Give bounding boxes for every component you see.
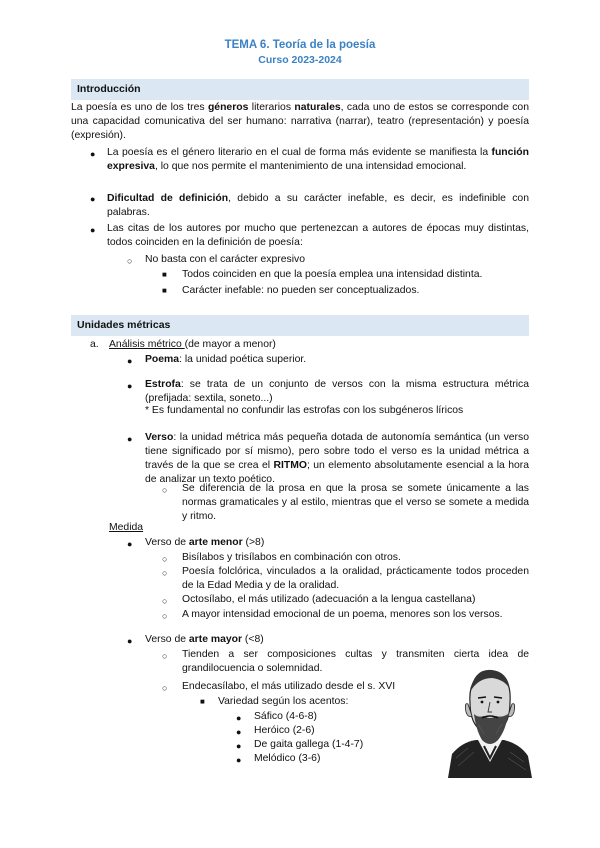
- text: La poesía es uno de los tres: [71, 102, 208, 113]
- bullet-disc: ●: [90, 149, 96, 159]
- intro-sub-1: No basta con el carácter expresivo: [145, 254, 305, 265]
- bullet-disc: ●: [236, 741, 242, 751]
- text: (>8): [242, 537, 265, 548]
- bold-text: naturales: [294, 102, 341, 113]
- bullet-disc: ●: [127, 381, 133, 391]
- course-label: Curso 2023-2024: [258, 54, 342, 66]
- bold-text: géneros: [207, 102, 249, 113]
- bullet-circle: ○: [162, 683, 168, 693]
- arte-mayor-item: [145, 633, 529, 647]
- bold-text: RITMO: [273, 460, 307, 472]
- author-portrait-illustration: [448, 662, 532, 778]
- medida-label: Medida: [109, 522, 144, 533]
- intro-bullet-2: [107, 192, 529, 220]
- bullet-circle: ○: [162, 568, 168, 578]
- bold-text: Poema: [145, 354, 180, 365]
- section-heading-introduccion: Introducción: [71, 79, 529, 100]
- text: Verso de: [145, 634, 189, 645]
- acento-gaita-gallega: De gaita gallega (1-4-7): [254, 739, 364, 750]
- bullet-circle: ○: [162, 485, 168, 495]
- menor-item-1: Bisílabos y trisílabos en combinación con otros.: [182, 552, 401, 563]
- intro-sub-1b: Carácter inefable: no pueden ser conceptualizados.: [182, 285, 420, 296]
- bullet-disc: ●: [90, 225, 96, 235]
- text: : la unidad métrica más pequeña dotada de autonomía semántica (un verso tiene significado por sí mismo), pero sobre todo el verso es la unidad métrica a través de la que se crea el: [145, 432, 529, 472]
- bullet-disc: ●: [127, 539, 133, 549]
- bullet-circle: ○: [162, 596, 168, 606]
- poema-item: [145, 353, 529, 367]
- list-marker-a: a.: [90, 339, 99, 350]
- text: (de mayor a menor): [184, 339, 276, 350]
- text: (<8): [242, 634, 264, 645]
- variedad-item: Variedad según los acentos:: [218, 696, 349, 707]
- verso-sub-item: Se diferencia de la prosa en que la prosa se somete únicamente a las normas gramaticales y al estilo, mientras que el verso se somete a medida y ritmo.: [182, 483, 529, 523]
- bullet-circle: ○: [162, 554, 168, 564]
- bullet-square: ■: [162, 286, 167, 295]
- bold-text: Dificultad de definición: [107, 193, 229, 204]
- analisis-link[interactable]: Análisis métrico: [109, 339, 185, 350]
- mayor-item-1: Tienden a ser composiciones cultas y transmiten cierta idea de grandilocuencia o solemnidad.: [182, 649, 529, 675]
- menor-item-4: A mayor intensidad emocional de un poema, menores son los versos.: [182, 609, 503, 620]
- text: , lo que nos permite el mantenimiento de una intensidad emocional.: [154, 161, 467, 173]
- verso-item: [145, 431, 529, 488]
- bullet-circle: ○: [162, 611, 168, 621]
- intro-paragraph: [71, 101, 529, 143]
- arte-menor-item: [145, 536, 529, 550]
- mayor-item-2: Endecasílabo, el más utilizado desde el s. XVI: [182, 681, 396, 692]
- estrofa-item: [145, 378, 529, 406]
- text: Verso de: [145, 537, 189, 548]
- analisis-line: [109, 338, 529, 352]
- menor-item-2: Poesía folclórica, vinculados a la oralidad, prácticamente todos proceden de la Edad Media y de la oralidad.: [182, 566, 529, 592]
- text: , cada uno de estos se corresponde con una capacidad comunicativa del ser humano: narrativa (narrar), teatro (representación) y poesía (expresión).: [71, 102, 529, 142]
- text: : la unidad poética superior.: [179, 354, 307, 365]
- text: : se trata de un conjunto de versos con la misma estructura métrica (prefijada: sextila, soneto...): [145, 379, 529, 405]
- bullet-disc: ●: [127, 636, 133, 646]
- bold-text: función expresiva: [107, 147, 529, 173]
- acento-melodico: Melódico (3-6): [254, 753, 321, 764]
- bullet-disc: ●: [127, 356, 133, 366]
- bullet-disc: ●: [236, 755, 242, 765]
- bold-text: Estrofa: [145, 379, 181, 390]
- text: La poesía es el género literario en el cual de forma más evidente se manifiesta la: [107, 147, 492, 158]
- section-heading-unidades: Unidades métricas: [71, 315, 529, 336]
- document-title: TEMA 6. Teoría de la poesía: [224, 39, 376, 51]
- intro-bullet-1: [107, 146, 529, 174]
- bold-text: arte menor: [188, 537, 243, 548]
- bullet-disc: ●: [90, 194, 96, 204]
- acento-safico: Sáfico (4-6-8): [254, 711, 317, 722]
- acento-heroico: Heróico (2-6): [254, 725, 315, 736]
- bullet-circle: ○: [127, 256, 133, 266]
- bold-text: Verso: [145, 432, 174, 443]
- bullet-square: ■: [200, 697, 205, 706]
- text: literarios: [248, 102, 295, 113]
- intro-sub-1a: Todos coinciden en que la poesía emplea una intensidad distinta.: [182, 269, 483, 280]
- intro-bullet-3: Las citas de los autores por mucho que pertenezcan a autores de épocas muy distintas, todos coinciden en la definición de poesía:: [107, 223, 529, 249]
- bullet-disc: ●: [127, 434, 133, 444]
- bullet-circle: ○: [162, 651, 168, 661]
- text: , debido a su carácter inefable, es decir, es indefinible con palabras.: [107, 193, 529, 219]
- bold-text: arte mayor: [188, 634, 243, 645]
- bullet-disc: ●: [236, 713, 242, 723]
- menor-item-3: Octosílabo, el más utilizado (adecuación a la lengua castellana): [182, 594, 476, 605]
- text: ; un elemento absolutamente esencial a la hora de analizar un texto poético.: [145, 460, 529, 486]
- bullet-disc: ●: [236, 727, 242, 737]
- estrofa-note: * Es fundamental no confundir las estrofas con los subgéneros líricos: [145, 405, 464, 416]
- bullet-square: ■: [162, 270, 167, 279]
